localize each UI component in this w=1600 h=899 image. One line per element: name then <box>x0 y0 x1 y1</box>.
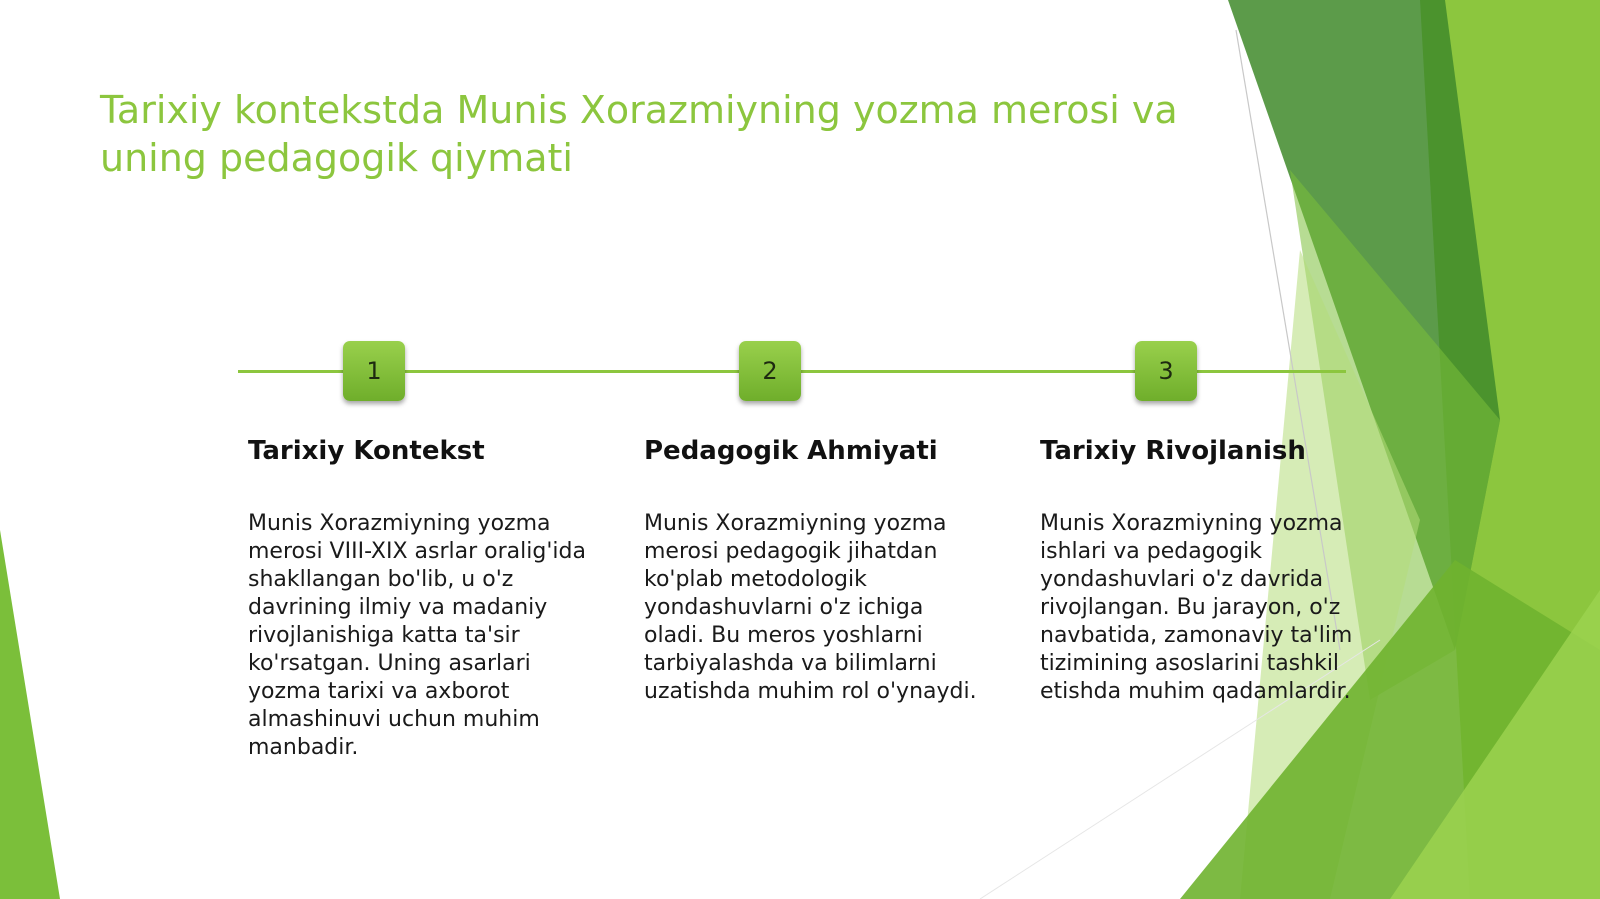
left-green-shape <box>0 530 60 899</box>
step-body-3: Munis Xorazmiyning yozma ishlari va pedagogik yondashuvlari o'z davrida rivojlangan. Bu jarayon, o'z navbatida, zamonaviy ta'lim tizimining asoslarini tashkil etishda muhim qadamlardir. <box>1040 511 1353 704</box>
step-badge-1: 1 <box>343 341 405 401</box>
step-badge-2: 2 <box>739 341 801 401</box>
step-heading-1: Tarixiy Kontekst <box>248 436 485 466</box>
step-heading-2: Pedagogik Ahmiyati <box>644 436 938 466</box>
step-body-1: Munis Xorazmiyning yozma merosi VIII-XIX asrlar oralig'ida shakllangan bo'lib, u o'z davrining ilmiy va madaniy rivojlanishiga katta ta'sir ko'rsatgan. Uning asarlari yozma tarixi va axborot almashinuvi uchun muhim manbadir. <box>248 511 586 760</box>
slide-title: Tarixiy kontekstda Munis Xorazmiyning yozma merosi va uning pedagogik qiymati <box>100 88 1178 180</box>
step-badge-3: 3 <box>1135 341 1197 401</box>
step-body-2: Munis Xorazmiyning yozma merosi pedagogik jihatdan ko'plab metodologik yondashuvlarni o'z ichiga oladi. Bu meros yoshlarni tarbiyalashda va bilimlarni uzatishda muhim rol o'ynaydi. <box>644 511 977 704</box>
step-heading-3: Tarixiy Rivojlanish <box>1040 436 1306 466</box>
